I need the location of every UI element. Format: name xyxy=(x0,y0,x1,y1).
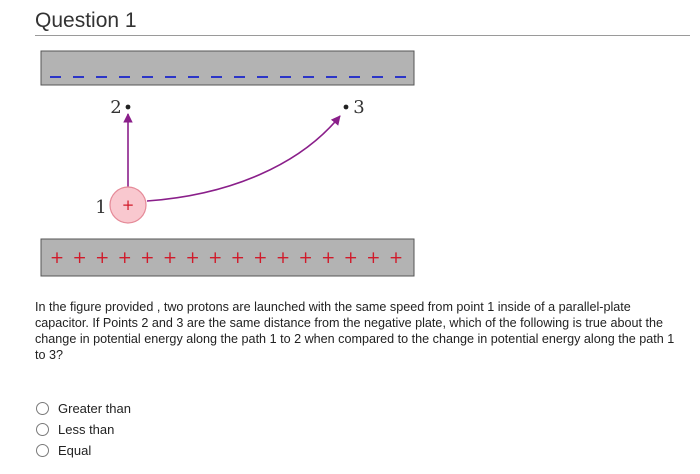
positive-sign: + xyxy=(140,248,155,268)
path-1-to-3 xyxy=(147,116,340,201)
positive-sign: + xyxy=(49,248,65,268)
negative-plate xyxy=(41,51,414,85)
radio-button[interactable] xyxy=(36,402,49,415)
positive-sign: + xyxy=(95,248,110,268)
positive-sign: + xyxy=(275,248,291,268)
option-label: Less than xyxy=(58,422,115,437)
positive-sign: + xyxy=(253,248,268,268)
positive-sign: + xyxy=(343,248,358,268)
option-less-than[interactable] xyxy=(36,419,131,440)
option-equal[interactable] xyxy=(36,440,131,461)
question-text: In the figure provided , two protons are launched with the same speed from point 1 inside of a parallel-plate capacitor. If Points 2 and 3 are the same distance from the negative plate, which of the following is true about the change in potential energy along the path 1 to 2 when compared to the change in potential energy along the path 1 to 3? xyxy=(35,300,675,362)
positive-sign: + xyxy=(388,248,404,268)
answer-options xyxy=(36,398,131,461)
point-3-label: 3 xyxy=(353,97,365,118)
positive-sign: + xyxy=(117,248,132,268)
positive-sign: + xyxy=(366,248,381,268)
positive-sign: + xyxy=(162,248,178,268)
option-label: Greater than xyxy=(58,401,131,416)
point-2-dot xyxy=(126,105,131,110)
positive-sign: + xyxy=(298,248,313,268)
proton-symbol: + xyxy=(121,196,135,214)
option-label: Equal xyxy=(58,443,92,458)
radio-button[interactable] xyxy=(36,444,49,457)
positive-sign: + xyxy=(72,248,87,268)
question-title: Question 1 xyxy=(35,9,137,32)
positive-sign: + xyxy=(321,248,336,268)
point-2-label: 2 xyxy=(110,97,122,118)
positive-sign: + xyxy=(208,248,223,268)
point-1-label: 1 xyxy=(95,197,107,218)
option-greater-than[interactable] xyxy=(36,398,131,419)
positive-sign: + xyxy=(185,248,200,268)
positive-sign: + xyxy=(230,248,245,268)
point-3-dot xyxy=(344,105,349,110)
radio-button[interactable] xyxy=(36,423,49,436)
